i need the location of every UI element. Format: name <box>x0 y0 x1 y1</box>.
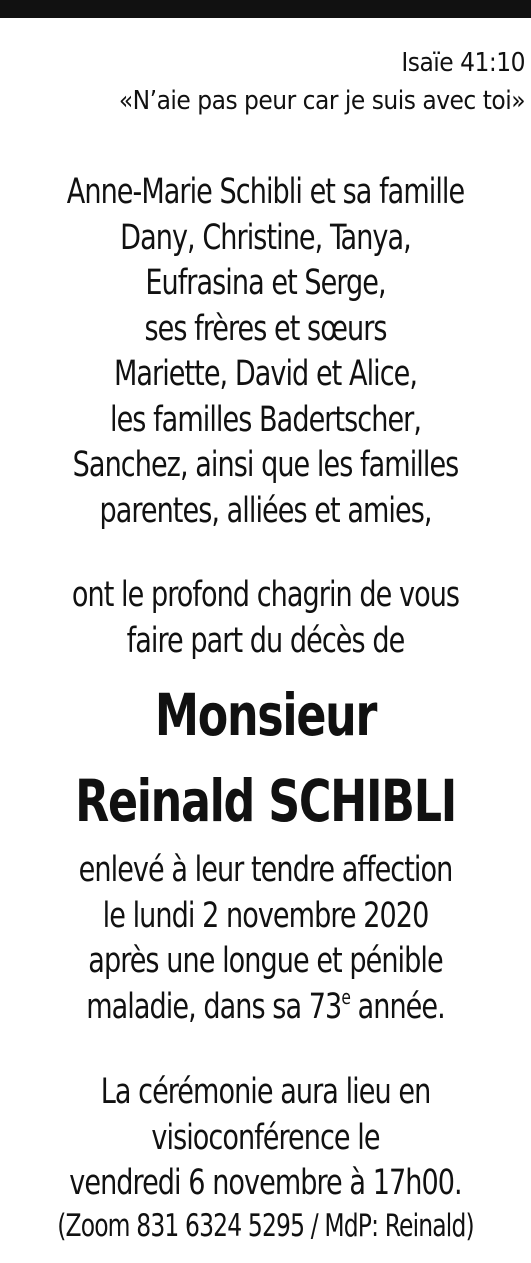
family-list <box>37 170 494 534</box>
age-suffix: année. <box>349 986 445 1027</box>
ceremony-info <box>37 1070 494 1207</box>
family-line: ses frères et sœurs <box>144 308 387 349</box>
ceremony-line: vendredi 6 novembre à 17h00. <box>69 1163 462 1203</box>
family-line: parentes, alliées et amies, <box>99 490 432 531</box>
family-line: Mariette, David et Alice, <box>113 354 418 394</box>
deceased-name: Reinald SCHIBLI <box>75 767 456 835</box>
details-age-line <box>37 985 494 1031</box>
verse-reference: Isaïe 41:10 <box>401 48 525 78</box>
deceased-name-block <box>40 672 491 844</box>
family-line: Dany, Christine, Tanya, <box>120 217 411 258</box>
details-line: enlevé à leur tendre affection <box>78 850 453 890</box>
ordinal-superscript: e <box>341 984 350 1009</box>
family-line: Sanchez, ainsi que les familles <box>72 445 459 485</box>
announcement-line: faire part du décès de <box>126 620 405 661</box>
announcement <box>37 573 494 664</box>
verse-quote: «N’aie pas peur car je suis avec toi» <box>118 86 525 116</box>
deceased-title: Monsieur <box>154 681 377 749</box>
age-prefix: maladie, dans sa 73 <box>86 986 342 1027</box>
details-line: après une longue et pénible <box>88 941 443 981</box>
zoom-credentials: (Zoom 831 6324 5295 / MdP: Reinald) <box>57 1208 474 1244</box>
bible-verse <box>119 44 525 120</box>
family-line: Eufrasina et Serge, <box>145 263 386 303</box>
ceremony-line: La cérémonie aura lieu en <box>100 1072 431 1112</box>
death-details <box>37 848 494 1030</box>
family-line: Anne-Marie Schibli et sa famille <box>66 172 465 212</box>
ceremony-line: visioconférence le <box>151 1117 380 1158</box>
top-border-rule <box>0 0 531 18</box>
family-line: les familles Badertscher, <box>109 399 422 440</box>
details-line: le lundi 2 novembre 2020 <box>102 895 429 936</box>
announcement-line: ont le profond chagrin de vous <box>71 575 460 615</box>
